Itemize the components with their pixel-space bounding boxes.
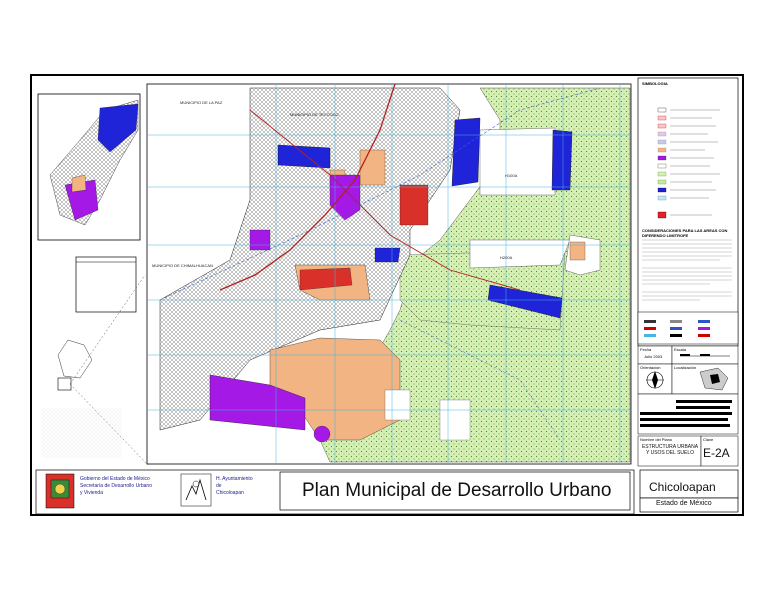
blue-zone-4 bbox=[278, 145, 330, 168]
simbologia-heading: SIMBOLOGIA bbox=[642, 81, 668, 86]
label-chimalhuacan: MUNICIPIO DE CHIMALHUACAN bbox=[152, 263, 213, 268]
purple-block bbox=[250, 230, 270, 250]
plan-title: Plan Municipal de Desarrollo Urbano bbox=[302, 480, 612, 501]
locator-outline bbox=[58, 340, 92, 378]
fecha-value: Julio 2003 bbox=[644, 354, 663, 359]
parcel-south-2 bbox=[440, 400, 470, 440]
plan-code: E-2A bbox=[703, 446, 730, 460]
municipal-emblem-icon bbox=[181, 474, 211, 506]
orientacion-label: Orientación bbox=[640, 365, 661, 370]
purple-circle bbox=[314, 426, 330, 442]
notes-block bbox=[42, 408, 122, 458]
inset-note-box bbox=[76, 257, 136, 312]
inset-orange bbox=[72, 175, 86, 192]
state-name: Estado de México bbox=[656, 500, 712, 507]
consideraciones-heading: CONSIDERACIONES PARA LAS AREAS CON DIFERENDO LIMITROFE bbox=[642, 228, 728, 238]
blue-zone-2 bbox=[552, 130, 572, 190]
label-h200a: H200A bbox=[500, 255, 513, 260]
label-h100a: H100A bbox=[505, 173, 518, 178]
gov-line-3: y Vivienda bbox=[80, 490, 103, 496]
label-lapaz: MUNICIPIO DE LA PAZ bbox=[180, 100, 223, 105]
plan-name: ESTRUCTURA URBANA Y USOS DEL SUELO bbox=[641, 444, 699, 456]
basic-symbols bbox=[644, 320, 710, 337]
orange-block-3 bbox=[570, 242, 585, 260]
clave-label: Clave bbox=[703, 437, 714, 442]
blue-zone-1 bbox=[452, 118, 480, 186]
orange-block-1 bbox=[360, 150, 385, 185]
localizacion-label: Localización bbox=[674, 365, 697, 370]
ayuntamiento-line-2: de bbox=[216, 483, 222, 489]
ayuntamiento-line-3: Chicoloapan bbox=[216, 490, 244, 496]
gov-line-1: Gobierno del Estado de México bbox=[80, 476, 150, 482]
blue-zone-5 bbox=[375, 248, 400, 262]
nombre-plano-label: Nombre del Plano bbox=[640, 437, 673, 442]
fecha-label: Fecha bbox=[640, 347, 652, 352]
escala-label: Escala bbox=[674, 347, 687, 352]
locator-box bbox=[58, 378, 71, 390]
municipality-name: Chicoloapan bbox=[649, 480, 716, 494]
parcel-h100a bbox=[480, 128, 555, 195]
parcel-h200a bbox=[470, 240, 570, 268]
red-zone-1 bbox=[400, 185, 428, 225]
label-texcoco: MUNICIPIO DE TEXCOCO bbox=[290, 112, 339, 117]
ayuntamiento-line-1: H. Ayuntamiento bbox=[216, 476, 253, 482]
parcel-south-1 bbox=[385, 390, 410, 420]
gov-line-2: Secretaría de Desarrollo Urbano bbox=[80, 483, 152, 489]
